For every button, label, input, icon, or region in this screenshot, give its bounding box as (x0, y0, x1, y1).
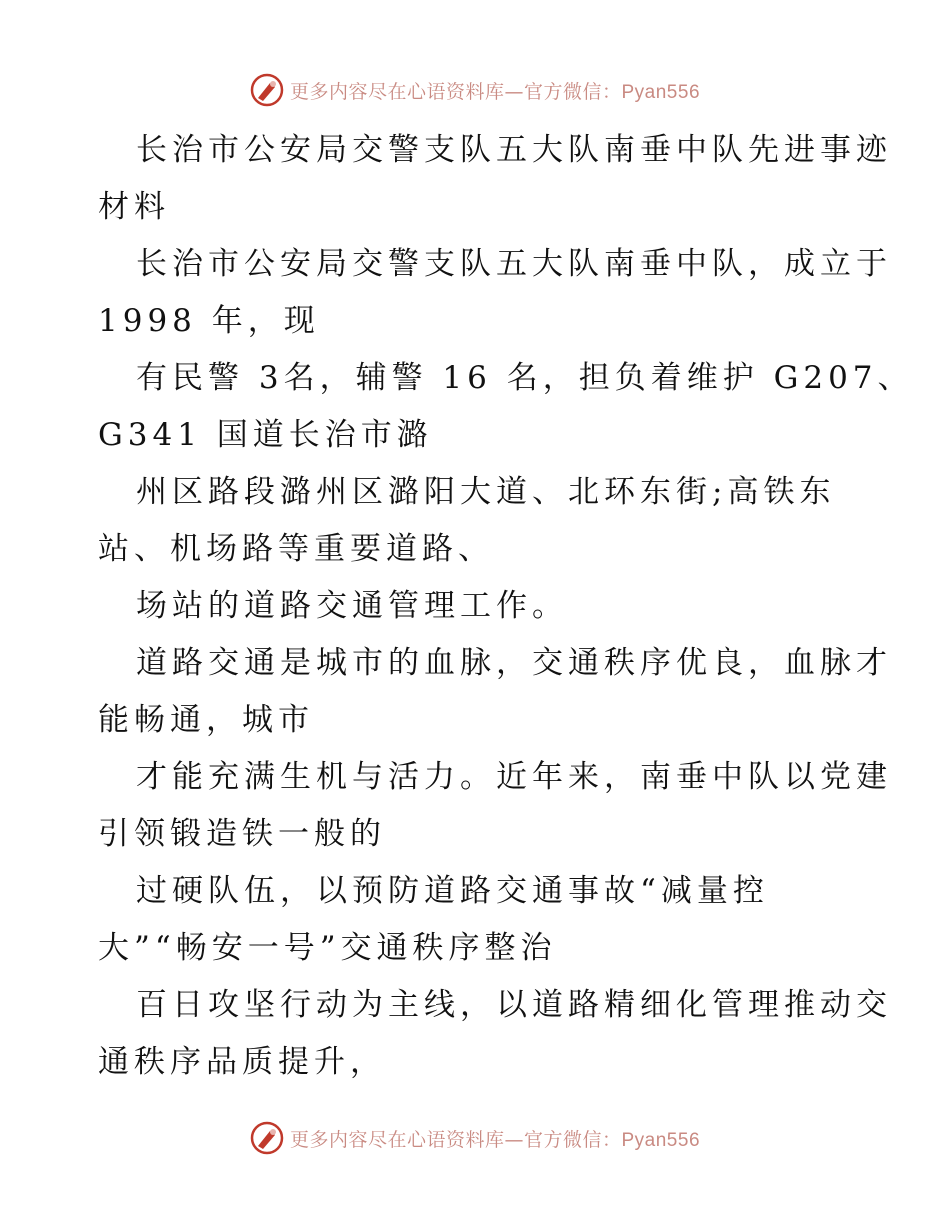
paragraph-line: G341 国道长治市潞 (98, 417, 433, 453)
paragraph-line: 百日攻坚行动为主线，以道路精细化管理推动交 (136, 987, 892, 1023)
footer-watermark-banner (0, 1118, 950, 1158)
header-watermark-banner (0, 70, 950, 110)
paragraph-line: 州区路段潞州区潞阳大道、北环东街;高铁东 (136, 474, 836, 510)
paragraph-line: 有民警 3名，辅警 16 名，担负着维护 G207、 (136, 360, 914, 396)
paragraph-line: 能畅通，城市 (98, 702, 314, 738)
paragraph-line: 长治市公安局交警支队五大队南垂中队，成立于 (136, 246, 892, 282)
paragraph-line: 长治市公安局交警支队五大队南垂中队先进事迹 (136, 132, 892, 168)
paragraph-line: 站、机场路等重要道路、 (98, 531, 494, 567)
watermark-text: 更多内容尽在心语资料库—官方微信：Pyan556 (289, 80, 701, 103)
paragraph-3 (98, 350, 914, 464)
pen-logo-icon (250, 73, 284, 107)
paragraph-line: 才能充满生机与活力。近年来，南垂中队以党建 (136, 759, 892, 795)
paragraph-line: 过硬队伍，以预防道路交通事故“减量控 (136, 873, 769, 909)
paragraph-line: 引领锻造铁一般的 (98, 816, 386, 852)
paragraph-1 (98, 122, 892, 236)
paragraph-2 (98, 236, 892, 350)
paragraph-line: 通秩序品质提升， (98, 1044, 386, 1080)
paragraph-7 (98, 749, 892, 863)
paragraph-line: 材料 (98, 189, 170, 225)
watermark-text: 更多内容尽在心语资料库—官方微信：Pyan556 (289, 1128, 701, 1151)
paragraph-line: 1998 年，现 (98, 303, 320, 339)
paragraph-6 (98, 635, 892, 749)
paragraph-line: 道路交通是城市的血脉，交通秩序优良，血脉才 (136, 645, 892, 681)
pen-logo-icon (250, 1121, 284, 1155)
paragraph-4 (98, 464, 858, 578)
paragraph-line: 场站的道路交通管理工作。 (136, 588, 568, 624)
paragraph-5 (98, 578, 858, 635)
paragraph-8 (98, 863, 858, 977)
document-body (98, 122, 914, 1091)
paragraph-line: 大”“畅安一号”交通秩序整治 (98, 930, 557, 966)
paragraph-9 (98, 977, 892, 1091)
